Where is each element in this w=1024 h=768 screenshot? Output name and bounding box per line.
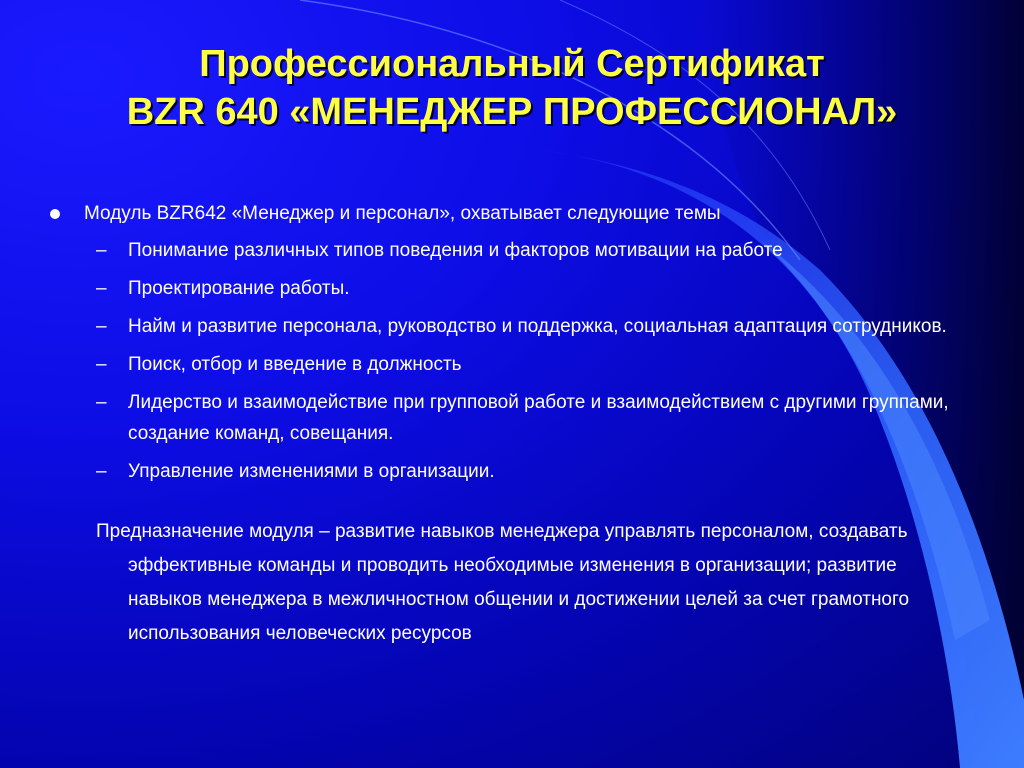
dash-icon: – [96, 392, 107, 413]
topic-item [48, 311, 968, 342]
bullet-dot-icon [50, 209, 60, 219]
topic-text: Проектирование работы. [128, 278, 350, 299]
topic-text: Найм и развитие персонала, руководство и поддержка, социальная адаптация сотрудников. [128, 316, 947, 337]
dash-icon: – [96, 461, 107, 482]
topic-item [48, 273, 968, 304]
topic-item [48, 387, 968, 449]
title-line-2: BZR 640 «МЕНЕДЖЕР ПРОФЕССИОНАЛ» [126, 91, 898, 133]
topic-item [48, 349, 968, 380]
dash-icon: – [96, 316, 107, 337]
topic-text: Управление изменениями в организации. [128, 461, 495, 482]
slide-title [20, 40, 1004, 136]
topic-item [48, 235, 968, 266]
slide-body [48, 198, 968, 651]
dash-icon: – [96, 278, 107, 299]
topic-text: Поиск, отбор и введение в должность [128, 354, 462, 375]
dash-icon: – [96, 240, 107, 261]
title-line-1: Профессиональный Сертификат [199, 43, 825, 85]
module-purpose: Предназначение модуля – развитие навыков менеджера управлять персоналом, создавать эффективные команды и проводить необходимые изменения в организации; развитие навыков менеджера в межличностном общении и достижении целей за счет грамотного использования человеческих ресурсов [96, 521, 910, 644]
topic-item [48, 456, 968, 487]
module-intro: Модуль BZR642 «Менеджер и персонал», охватывает следующие темы [84, 203, 721, 224]
module-bullet [48, 198, 968, 229]
dash-icon: – [96, 354, 107, 375]
topic-text: Лидерство и взаимодействие при групповой работе и взаимодействием с другими группами, создание команд, совещания. [128, 392, 949, 444]
topic-text: Понимание различных типов поведения и факторов мотивации на работе [128, 240, 783, 261]
